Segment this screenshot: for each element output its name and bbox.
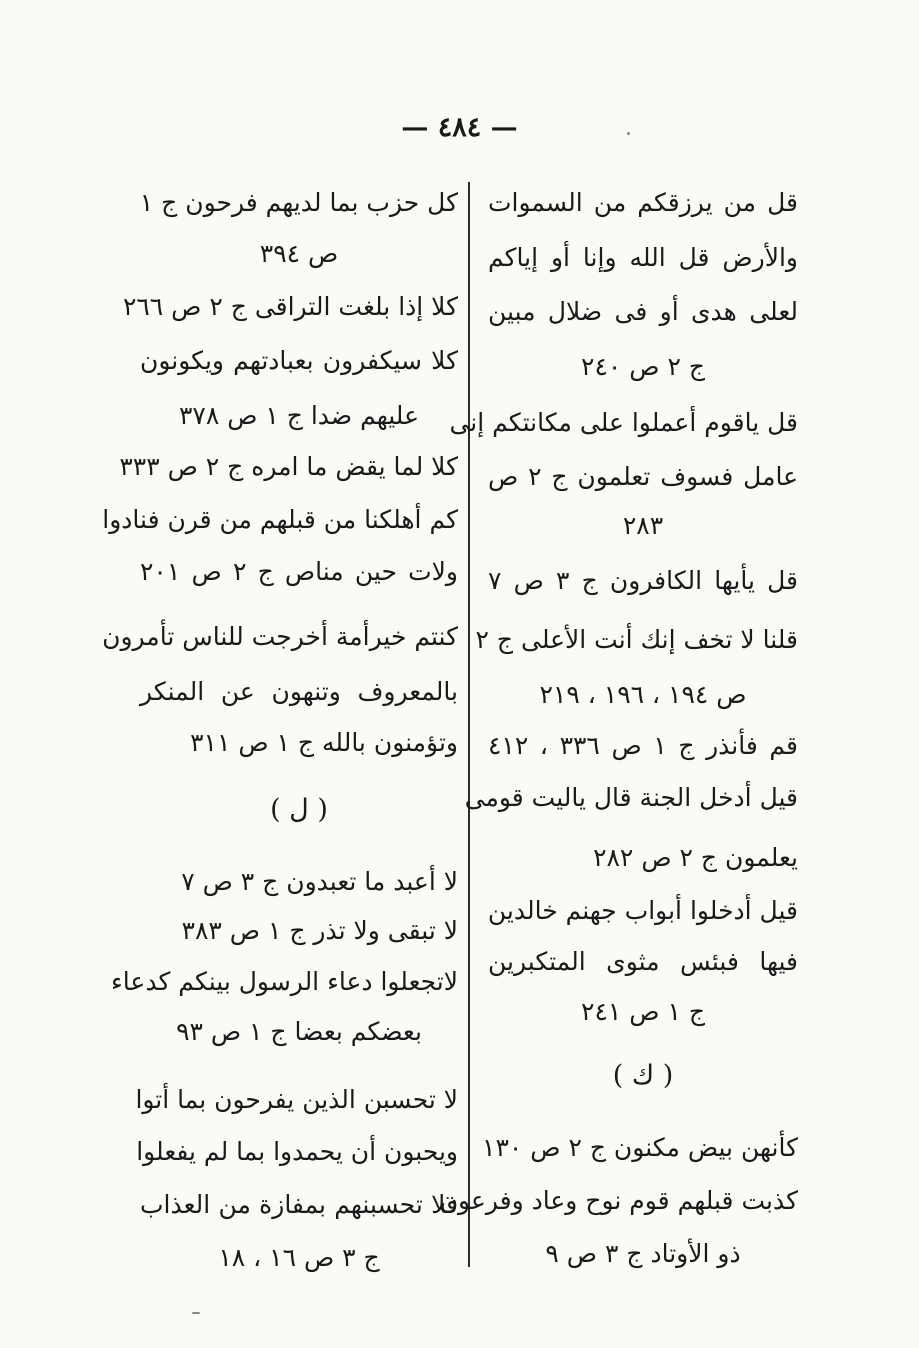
index-line: بالمعروف وتنهون عن المنكر	[140, 677, 458, 706]
index-line: يعلمون ج ٢ ص ٢٨٢	[593, 843, 798, 872]
index-line-reference: ج ٢ ص ٢٤٠	[581, 352, 705, 381]
index-line-reference: ج ٣ ص ١٦ ، ١٨	[218, 1243, 380, 1272]
index-line: ويحبون أن يحمدوا بما لم يفعلوا	[136, 1137, 458, 1166]
index-line: كذبت قبلهم قوم نوح وعاد وفرعون	[439, 1186, 798, 1215]
index-line: لا تبقى ولا تذر ج ١ ص ٣٨٣	[181, 916, 458, 945]
index-line-reference: ج ١ ص ٢٤١	[581, 997, 705, 1026]
index-line: فلا تحسبنهم بمفازة من العذاب	[140, 1190, 458, 1219]
index-line: كلا إذا بلغت التراقى ج ٢ ص ٢٦٦	[122, 292, 458, 321]
index-line: كلا لما يقض ما امره ج ٢ ص ٣٣٣	[119, 452, 458, 481]
index-line: كلا سيكفرون بعبادتهم ويكونون	[140, 346, 458, 375]
index-line-reference: ٢٨٣	[622, 511, 664, 540]
index-line-reference: ذو الأوتاد ج ٣ ص ٩	[545, 1239, 741, 1268]
index-line: كأنهن بيض مكنون ج ٢ ص ١٣٠	[482, 1133, 798, 1162]
index-line: لعلى هدى أو فى ضلال مبين	[488, 297, 798, 326]
index-line: لا أعبد ما تعبدون ج ٣ ص ٧	[181, 867, 458, 896]
index-line: لاتجعلوا دعاء الرسول بينكم كدعاء	[111, 967, 458, 996]
print-speck	[627, 132, 630, 135]
index-line: قل ياقوم أعملوا على مكانتكم إنى	[449, 408, 798, 437]
index-line: كنتم خيرأمة أخرجت للناس تأمرون	[102, 622, 458, 651]
index-line: قيل أدخلوا أبواب جهنم خالدين	[487, 896, 798, 925]
index-line-reference: بعضكم بعضا ج ١ ص ٩٣	[176, 1017, 422, 1046]
index-line: وتؤمنون بالله ج ١ ص ٣١١	[190, 728, 458, 757]
index-line: لا تحسبن الذين يفرحون بما أتوا	[135, 1085, 458, 1114]
page-number: — ٤٨٤ —	[401, 112, 518, 143]
print-speck	[192, 1312, 200, 1314]
index-line-reference: ص ١٩٤ ، ١٩٦ ، ٢١٩	[539, 680, 747, 709]
index-line: قل من يرزقكم من السموات	[488, 188, 798, 217]
index-line: قل يأيها الكافرون ج ٣ ص ٧	[488, 566, 798, 595]
index-line: قيل أدخل الجنة قال ياليت قومى	[464, 783, 798, 812]
column-divider	[468, 182, 470, 1267]
index-line-reference: عليهم ضدا ج ١ ص ٣٧٨	[178, 401, 420, 430]
index-line: كم أهلكنا من قبلهم من قرن فنادوا	[102, 505, 458, 534]
index-line: والأرض قل الله وإنا أو إياكم	[488, 243, 798, 272]
index-line: عامل فسوف تعلمون ج ٢ ص	[488, 462, 799, 491]
index-line: فيها فبئس مثوى المتكبرين	[488, 947, 798, 976]
index-line: ولات حين مناص ج ٢ ص ٢٠١	[140, 557, 458, 586]
index-line-reference: ص ٣٩٤	[259, 239, 339, 268]
index-line: قم فأنذر ج ١ ص ٣٣٦ ، ٤١٢	[488, 731, 799, 760]
index-line: قلنا لا تخف إنك أنت الأعلى ج ٢	[475, 625, 798, 654]
index-line: كل حزب بما لديهم فرحون ج ١	[139, 188, 458, 217]
section-letter-kaf: ( ك )	[612, 1060, 674, 1091]
section-letter-lam: ( ل )	[270, 794, 328, 825]
